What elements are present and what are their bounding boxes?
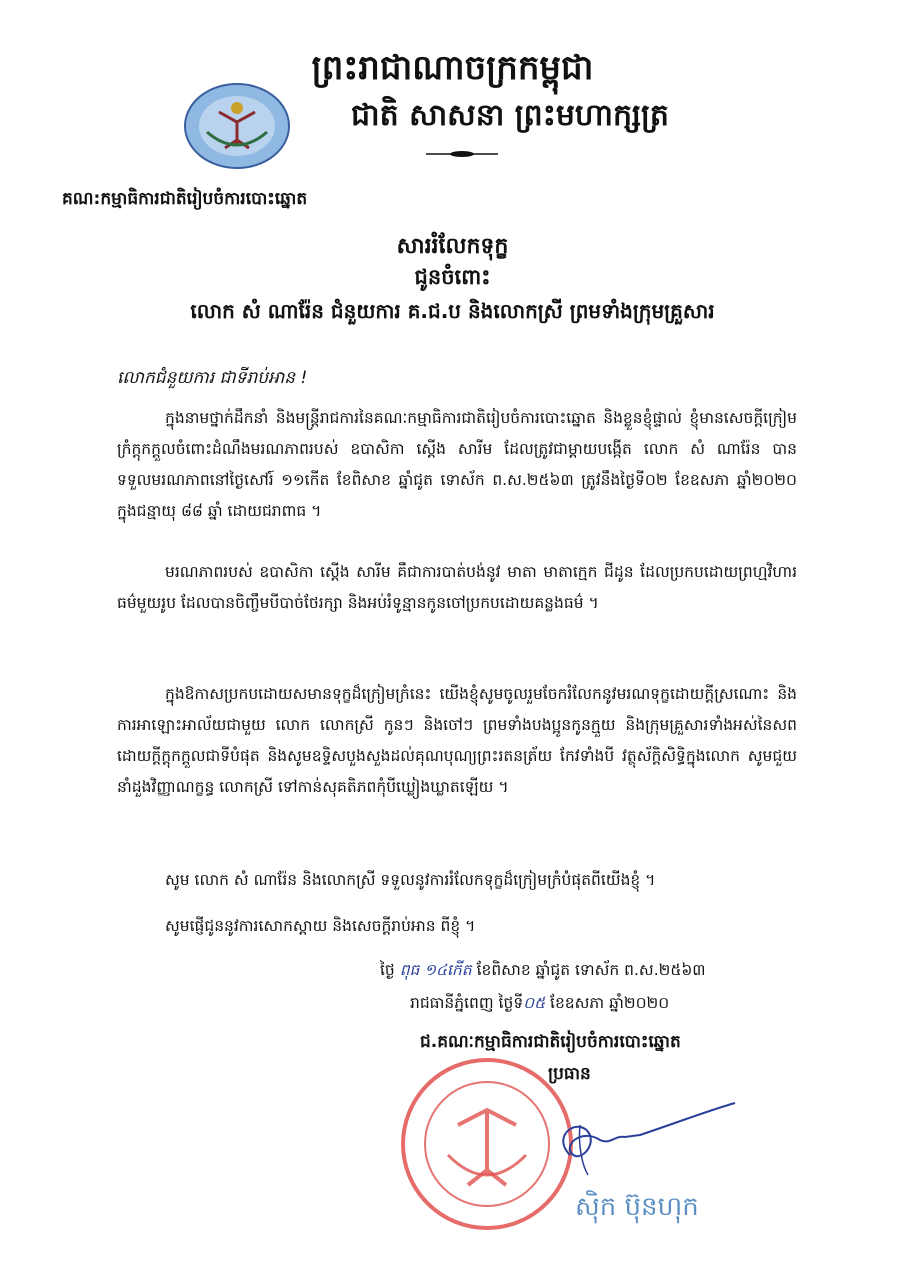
solar-date-suffix: ខែឧសភា ឆ្នាំ២០២០ xyxy=(550,994,670,1012)
lunar-date-handwritten: ពុធ ១៤កើត xyxy=(399,961,472,979)
paragraph-1: ក្នុងនាមថ្នាក់ដឹកនាំ និងមន្ត្រីរាជការនៃគណៈកម្មាធិការជាតិរៀបចំការបោះឆ្នោត និងខ្លួនខ្ញុំផ្ទាល់ ខ្ញុំមានសេចក្តីក្រៀមក្រំក្តុកក្តួលចំពោះដំណឹងមរណភាពរបស់ ឧបាសិកា ស្តើង សារីម ដែលត្រូវជាម្តាយបង្កើត លោក សំ ណារ៉ែន បានទទួលមរណភាពនៅថ្ងៃសៅរ៍ ១១កើត ខែពិសាខ ឆ្នាំជូត ទោស័ក ព.ស.២៥៦៣ ត្រូវនឹងថ្ងៃទី០២ ខែឧសភា ឆ្នាំ២០២០ ក្នុងជន្មាយុ ៨៨ ឆ្នាំ ដោយជរាពាធ ។ xyxy=(117,409,797,520)
ornament-divider xyxy=(426,150,498,158)
lunar-date xyxy=(380,960,706,983)
paragraph-2: មរណភាពរបស់ ឧបាសិកា ស្តើង សារីម គឺជាការបាត់បង់នូវ មាតា មាតាក្មេក ជីដូន ដែលប្រកបដោយព្រហ្មវិហារធម៌មួយរូប ដែលបានចិញ្ចឹមបីបាច់ថែរក្សា និងអប់រំទូន្មានកូនចៅប្រកបដោយគន្លងធម៌ ។ xyxy=(117,563,797,612)
recipient-line: លោក សំ ណារ៉ែន ជំនួយការ គ.ជ.ប និងលោកស្រី ព្រមទាំងក្រុមគ្រួសារ xyxy=(190,299,715,323)
national-motto: ជាតិ សាសនា ព្រះមហាក្សត្រ xyxy=(351,98,669,133)
kingdom-header: ព្រះរាជាណាចក្រកម្ពុជា xyxy=(311,48,594,88)
addressee-label: ជូនចំពោះ xyxy=(414,265,491,289)
handwritten-signature xyxy=(540,1095,740,1185)
lunar-date-prefix: ថ្ងៃ xyxy=(380,961,395,979)
solar-date-prefix: រាជធានីភ្នំពេញ ថ្ងៃទី xyxy=(410,994,524,1012)
paragraph-5: សូមផ្ញើជូននូវការសោកស្តាយ និងសេចក្តីរាប់អាន ពីខ្ញុំ ។ xyxy=(165,917,476,935)
paragraph-3: ក្នុងឱកាសប្រកបដោយសមានទុក្ខដ៏ក្រៀមក្រំនេះ យើងខ្ញុំសូមចូលរួមចែករំលែកនូវមរណទុក្ខដោយក្តីស្រណោះ និងការអាឡោះអាល័យជាមួយ លោក លោកស្រី កូនៗ និងចៅៗ ព្រមទាំងបងប្អូនកូនក្មួយ និងក្រុមគ្រួសារទាំងអស់នៃសព ដោយក្តីក្តុកក្តួលជាទីបំផុត និងសូមឧទ្ទិសបួងសួងដល់គុណបុណ្យព្រះរតនត្រ័យ កែវទាំងបី វត្ថុស័ក្តិសិទ្ធិក្នុងលោក សូមជួយនាំដួងវិញ្ញាណក្ខន្ធ លោកស្រី ទៅកាន់សុគតិភពកុំបីឃ្លៀងឃ្លាតឡើយ ។ xyxy=(117,685,797,796)
solar-date-handwritten: ០៥ xyxy=(523,994,546,1012)
solar-date xyxy=(410,993,669,1016)
signer-role: ប្រធាន xyxy=(548,1064,591,1084)
paragraph-4: សូម លោក សំ ណារ៉ែន និងលោកស្រី ទទួលនូវការរំលែកទុក្ខដ៏ក្រៀមក្រំបំផុតពីយើងខ្ញុំ ។ xyxy=(165,871,656,889)
signing-organization: ជ.គណៈកម្មាធិការជាតិរៀបចំការបោះឆ្នោត xyxy=(420,1032,681,1052)
salutation: លោកជំនួយការ ជាទីរាប់អាន ! xyxy=(117,368,308,388)
document-title: សាររំលែកទុក្ខ xyxy=(396,234,509,259)
committee-logo xyxy=(183,82,291,170)
lunar-date-suffix: ខែពិសាខ ឆ្នាំជូត ទោស័ក ព.ស.២៥៦៣ xyxy=(476,961,706,979)
committee-name: គណ:កម្មាធិការជាតិរៀបចំការបោះឆ្នោត xyxy=(62,189,308,209)
signer-name: ស៊ិក ប៊ុនហុក xyxy=(575,1192,699,1222)
